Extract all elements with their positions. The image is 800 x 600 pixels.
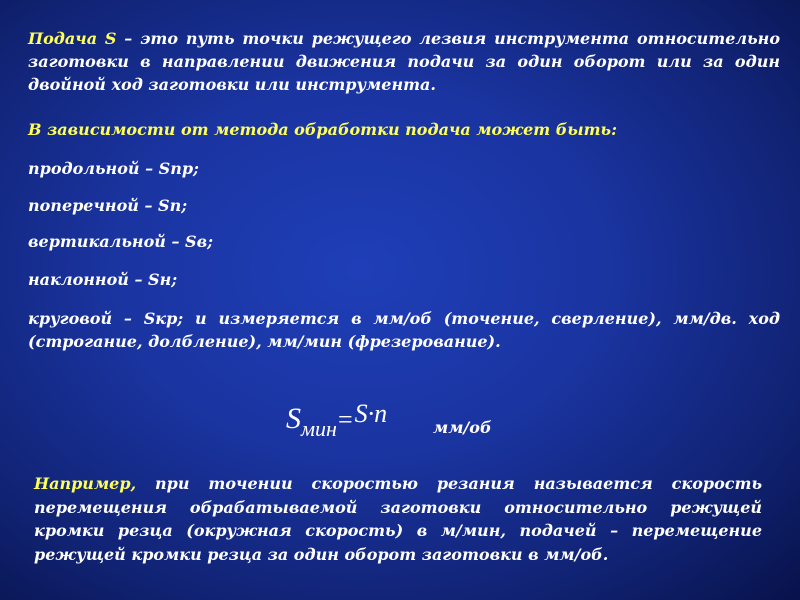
example-lead: Например,: [34, 474, 137, 493]
formula-equals: =: [337, 405, 353, 434]
formula-lhs-main: S: [286, 402, 301, 435]
formula-unit: мм/об: [433, 418, 492, 437]
feed-formula: [286, 399, 388, 441]
definition-paragraph: [28, 27, 780, 96]
dependency-heading: В зависимости от метода обработки подача может быть:: [28, 120, 617, 139]
definition-symbol: S: [104, 29, 117, 48]
definition-term: Подача: [28, 29, 98, 48]
feed-type-inclined: наклонной – Sн;: [28, 270, 178, 289]
example-text: при точении скоростью резания называется скорость перемещения обрабатываемой заготовки относительно режущей кромки резца (окружная скорость) в м/мин, подачей – перемещение режущей кромки резца за один оборот заготовки в мм/об.: [34, 474, 762, 564]
feed-type-circular: круговой – Sкр; и измеряется в мм/об (точение, сверление), мм/дв. ход (строгание, долбление), мм/мин (фрезерование).: [28, 309, 780, 351]
formula-lhs-sub: мин: [301, 416, 337, 441]
feed-type-longitudinal: продольной – Sпр;: [28, 159, 199, 178]
feed-type-transverse: поперечной – Sп;: [28, 196, 188, 215]
feed-type-vertical: вертикальной – Sв;: [28, 232, 213, 251]
example-paragraph: [34, 472, 762, 566]
definition-text: – это путь точки режущего лезвия инструмента относительно заготовки в направлении движения подачи за один оборот или за один двойной ход заготовки или инструмента.: [28, 29, 781, 94]
formula-rhs: S·n: [354, 399, 388, 428]
